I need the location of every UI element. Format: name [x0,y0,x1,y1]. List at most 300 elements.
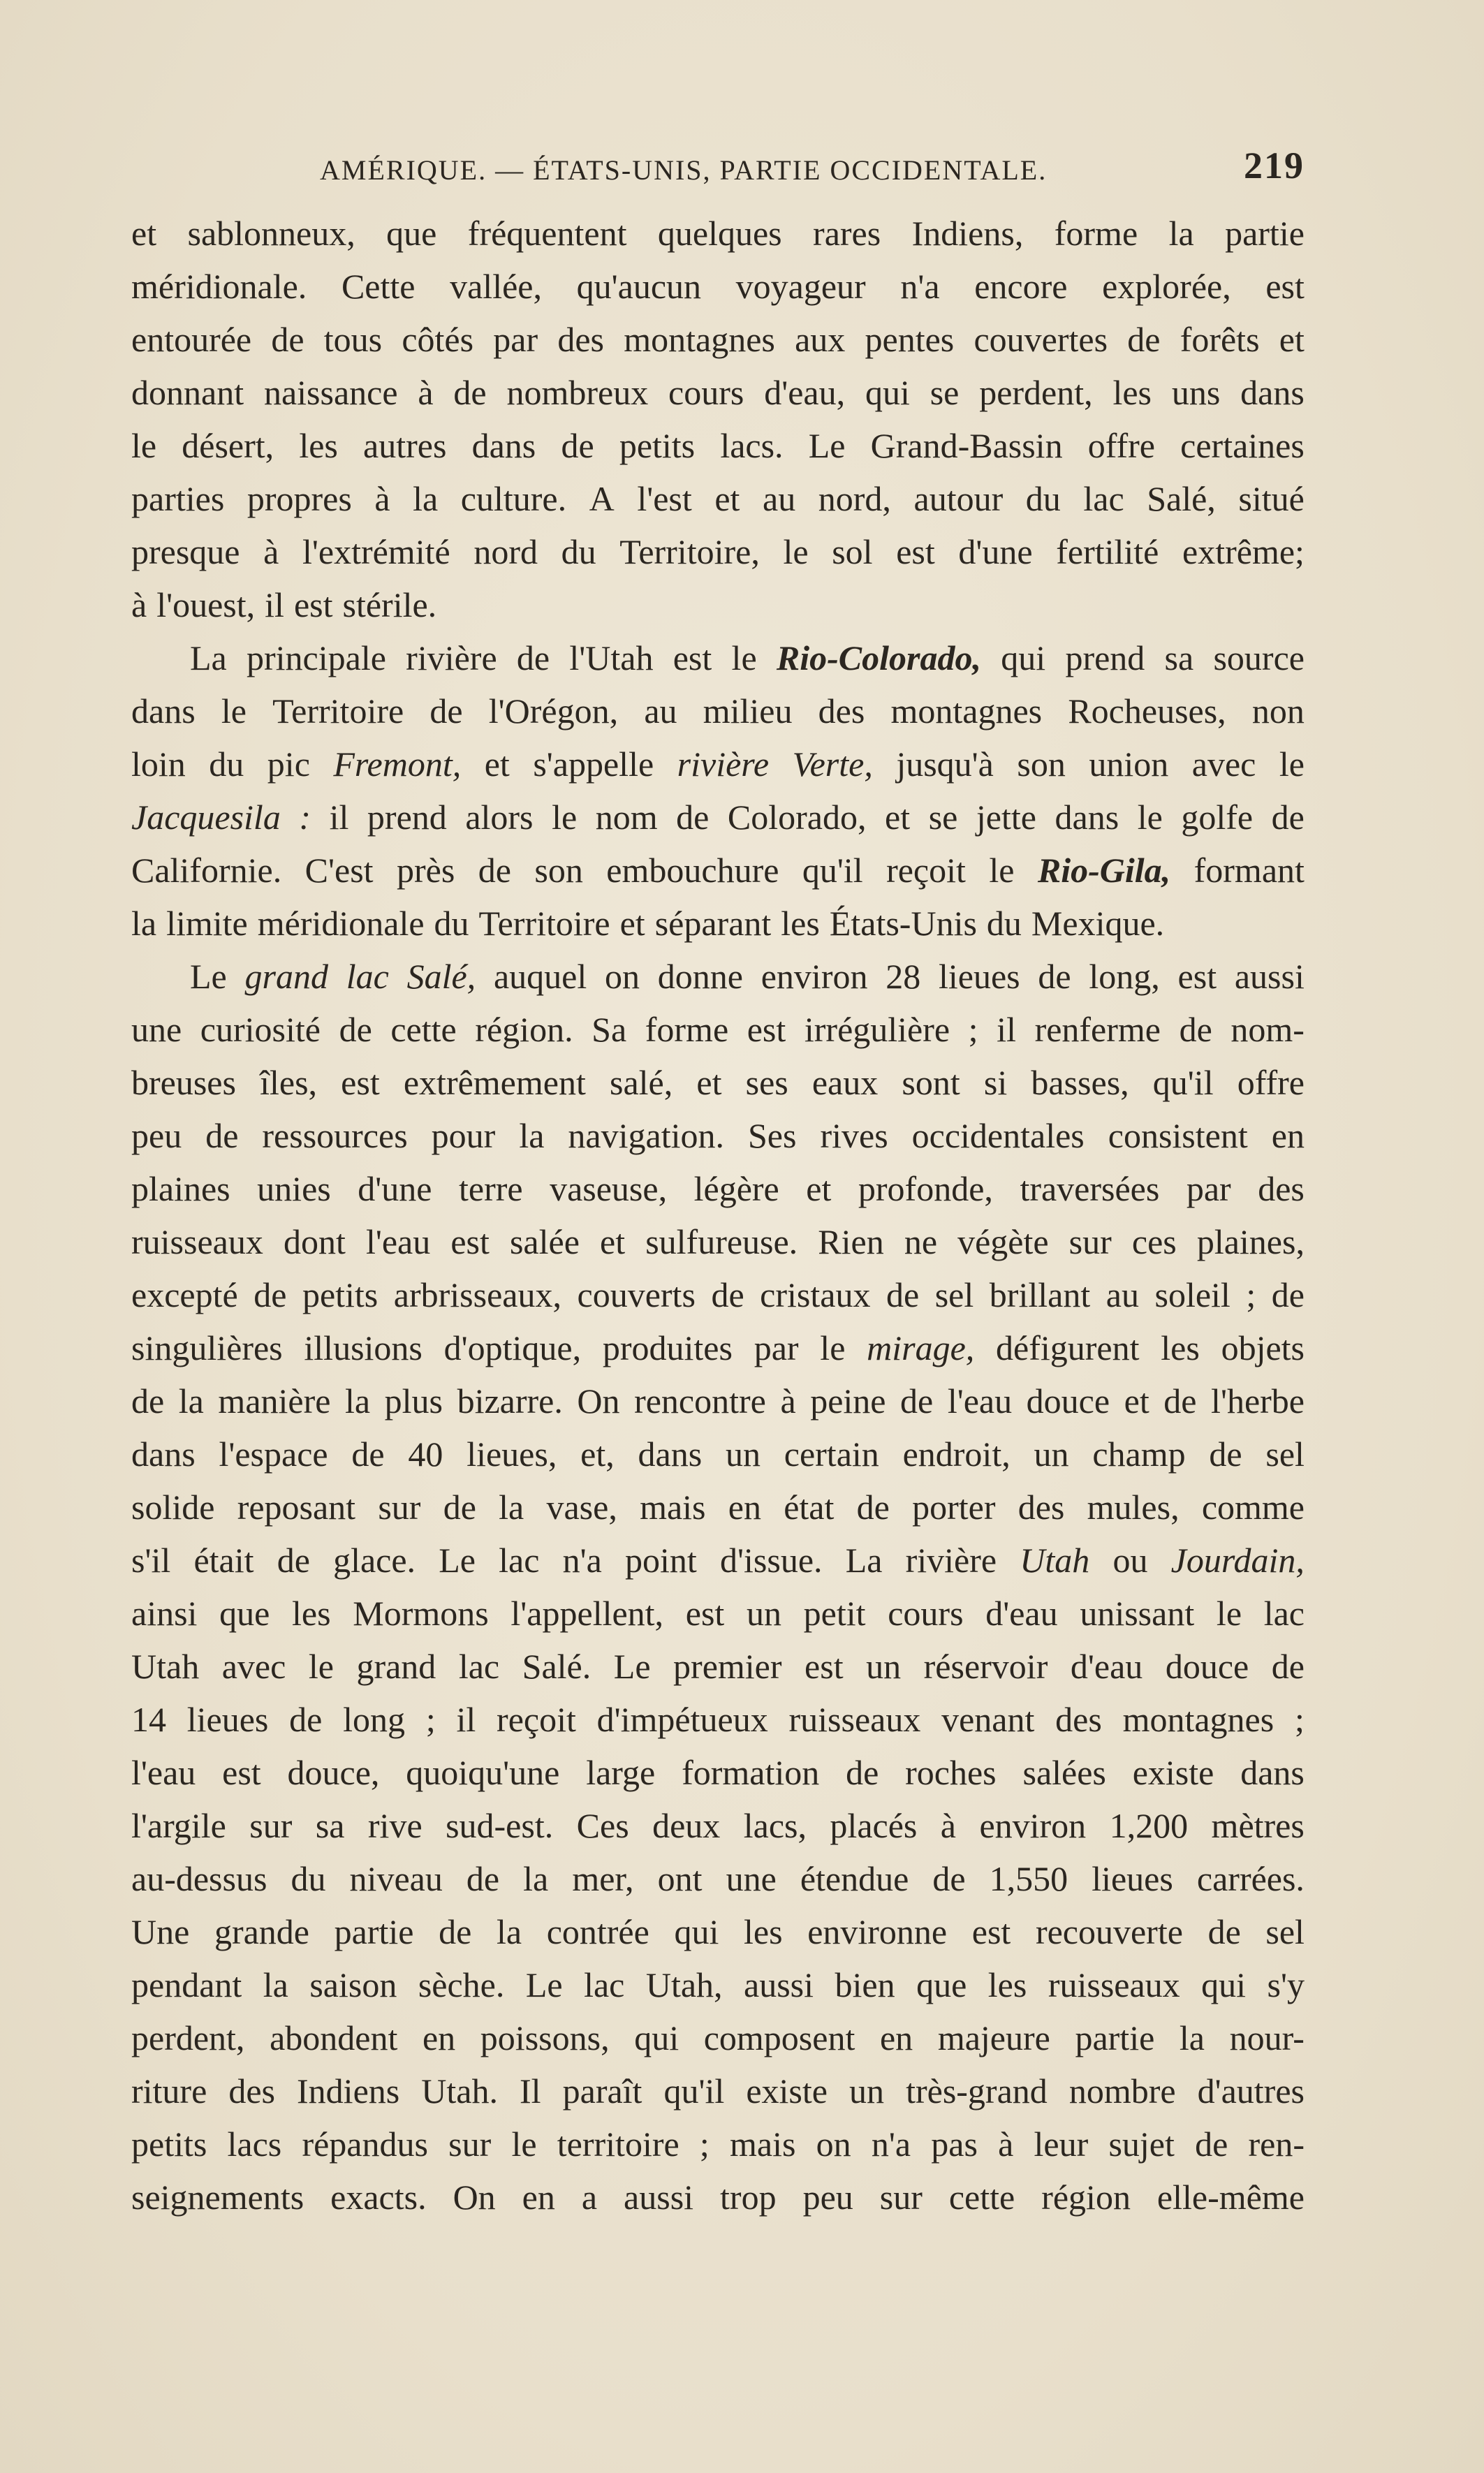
word: embouchure [606,851,779,890]
word: se [930,373,960,412]
word: La [190,638,227,677]
word: sèche. [418,1965,505,2004]
word: ressources [262,1116,408,1155]
word: ; [1246,1275,1256,1314]
word: roches [905,1753,997,1792]
word: limite [166,904,248,943]
word: Fremont, [333,744,462,784]
word: milieu [703,691,793,731]
word: cristaux [760,1275,871,1314]
text-line [131,366,1305,419]
word: d'eau [1070,1647,1143,1686]
word: Mexique. [1031,904,1165,943]
word: Territoire [272,691,404,731]
word: rencontre [634,1381,766,1421]
word: l'est [637,479,692,518]
word: répandus [302,2125,428,2164]
word: A [589,479,615,518]
word: les [744,1912,783,1951]
word: Colorado, [727,798,867,837]
word: renferme [1034,1010,1161,1049]
text-line [131,684,1305,738]
word: de [439,1912,472,1951]
word: glace. [333,1541,416,1580]
word: des [557,320,605,359]
word: de [886,1275,920,1314]
word: s'il [131,1541,171,1580]
word: une [726,1859,777,1898]
word: petits [302,1275,379,1314]
text-line [131,1003,1305,1056]
word: Le [613,1647,651,1686]
word: de [676,798,710,837]
word: Jourdain, [1170,1541,1305,1580]
word: qu'il [663,2071,725,2111]
text-line [131,1958,1305,2011]
word: réservoir [923,1647,1048,1686]
word: singulières [131,1328,283,1367]
word: jusqu'à [896,744,994,784]
word: lac [1263,1594,1305,1633]
word: en [879,2018,913,2057]
word: de [271,320,304,359]
word: 28 [886,957,921,996]
word: Il [520,2071,541,2111]
word: ont [657,1859,703,1898]
word: la [496,1912,522,1951]
word: abondent [270,2018,398,2057]
word: cette [390,1010,457,1049]
word: dans [131,1434,196,1474]
word: la [263,1965,288,2004]
word: Californie. [131,851,282,890]
word: extrêmement [403,1063,586,1102]
word: nour- [1229,2018,1305,2057]
word: nom- [1230,1010,1305,1049]
word: salé, [610,1063,673,1102]
word: la [178,1381,204,1421]
word: petits [131,2125,207,2164]
word: d'une [958,532,1033,571]
word: est [673,638,712,677]
word: rivière [905,1541,997,1580]
text-line [131,1428,1305,1481]
word: qu'il [802,851,863,890]
word: de [429,691,463,731]
word: de [478,851,511,890]
word: ses [745,1063,788,1102]
word: rares [813,214,881,253]
word: sud-est. [446,1806,554,1845]
word: aussi [1234,957,1305,996]
word: les [299,426,338,465]
word: sel [1265,1434,1305,1474]
word: lac [458,1647,500,1686]
word: le [1279,744,1305,784]
text-line [131,1268,1305,1321]
word: Le [439,1541,476,1580]
word: lac [1083,479,1124,518]
word: le [221,691,247,731]
word: lacs. [720,426,784,465]
word: culture. [460,479,567,518]
word: douce [1026,1381,1110,1421]
word: on [816,2125,851,2164]
word: majeure [937,2018,1050,2057]
word: partie [1225,214,1305,253]
word: à [374,479,390,518]
word: est [293,585,333,624]
word: vase, [546,1488,617,1527]
word: est [1265,267,1305,306]
word: du [986,904,1022,943]
word: Jacquesila [131,798,281,837]
word: l'eau [365,1222,431,1261]
word: avec [1191,744,1256,784]
word: mais [730,2125,796,2164]
word: il [456,1700,476,1739]
text-line [131,897,1305,950]
word: grand [356,1647,436,1686]
text-line [131,2171,1305,2224]
word: partie [334,1912,414,1951]
word: l'espace [219,1434,328,1474]
word: couverts [577,1275,696,1314]
word: le [1216,1594,1242,1633]
word: Rio-Colorado, [776,638,981,677]
word: a [581,2178,598,2217]
word: certain [784,1434,879,1474]
word: Le [525,1965,563,2004]
word: lac [584,1965,625,2004]
word: n'a [871,2125,911,2164]
word: étendue [800,1859,909,1898]
page-header [131,144,1305,194]
word: la [345,1381,371,1421]
word: Une [131,1912,190,1951]
word: C'est [304,851,374,890]
word: peu [131,1116,182,1155]
word: s'appelle [533,744,654,784]
word: un [1034,1434,1069,1474]
word: sa [315,1806,345,1845]
text-line [131,419,1305,472]
word: exacts. [330,2178,427,2217]
word: d'eau [985,1594,1058,1633]
word: mètres [1211,1806,1305,1845]
word: il [997,1010,1016,1049]
word: ruisseaux [131,1222,263,1261]
word: nombreux [506,373,649,412]
word: et [1124,1381,1149,1421]
word: lieues [1092,1859,1173,1898]
word: dans [1055,798,1119,837]
word: et [131,214,157,253]
word: au [1105,1275,1139,1314]
text-line [131,260,1305,313]
word: l'argile [131,1806,226,1845]
word: la [131,904,157,943]
word: ; [1294,1700,1305,1739]
word: nord, [818,479,891,518]
word: l'appellent, [510,1594,664,1633]
word: quoiqu'une [406,1753,560,1792]
word: alors [465,798,534,837]
word: le [131,426,157,465]
word: les [987,1965,1027,2004]
word: Le [190,957,227,996]
text-line [131,1693,1305,1746]
word: l'ouest, [156,585,256,624]
text-line [131,1587,1305,1640]
word: est [685,1594,725,1633]
word: cours [668,373,744,412]
word: seignements [131,2178,304,2217]
word: 40 [408,1434,443,1474]
word: carrées. [1196,1859,1305,1898]
body-text [131,207,1305,2224]
word: d'une [358,1169,432,1208]
word: Territoire [478,904,610,943]
word: un [849,2071,885,2111]
word: Sa [592,1010,627,1049]
word: encore [974,267,1068,306]
word: situé [1238,479,1305,518]
word: de [351,1434,385,1474]
text-line [131,738,1305,791]
word: formation [682,1753,820,1792]
word: ou [1112,1541,1148,1580]
word: séparant [654,904,772,943]
word: de [277,1541,310,1580]
word: poissons, [480,2018,610,2057]
word: pic [267,744,310,784]
word: rive [367,1806,423,1845]
word: rivière [406,638,497,677]
word: du [209,744,244,784]
word: n'a [900,267,940,306]
word: lac [499,1541,540,1580]
word: occidentales [911,1116,1085,1155]
word: entourée [131,320,252,359]
word: On [577,1381,620,1421]
text-line [131,1109,1305,1162]
word: plus [384,1381,443,1421]
text-line [131,1905,1305,1958]
word: du [1025,479,1061,518]
word: propres [247,479,352,518]
word: forêts [1180,320,1260,359]
word: du [291,1859,326,1898]
word: s'y [1267,1965,1305,2004]
word: paraît [562,2071,642,2111]
word: région [1041,2178,1131,2217]
text-line [131,525,1305,578]
word: source [1213,638,1305,677]
word: de [1038,957,1071,996]
word: vaseuse, [550,1169,668,1208]
word: sel [1265,1912,1305,1951]
word: comme [1201,1488,1305,1527]
word: la [1168,214,1194,253]
word: un [746,1594,781,1633]
word: forme [645,1010,729,1049]
word: lacs, [743,1806,807,1845]
word: perdent, [131,2018,245,2057]
word: composent [703,2018,855,2057]
word: donnant [131,373,244,412]
word: uns [1171,373,1221,412]
word: partie [1075,2018,1155,2057]
text-line [131,950,1305,1003]
word: salées [1022,1753,1106,1792]
word: d'eau, [764,373,846,412]
word: tous [323,320,383,359]
word: nom [595,798,658,837]
word: 14 [131,1700,166,1739]
word: l'herbe [1211,1381,1305,1421]
word: qui [634,2018,679,2057]
word: le [308,1647,334,1686]
word: fréquentent [467,214,627,253]
word: mais [640,1488,706,1527]
word: d'impétueux [596,1700,768,1739]
word: grand [244,957,328,996]
word: leur [1034,2125,1089,2164]
word: légère [693,1169,779,1208]
word: est [896,532,935,571]
word: le [511,2125,537,2164]
word: la [519,1116,545,1155]
word: des [228,2071,275,2111]
word: l'extrémité [302,532,450,571]
word: perdent, [979,373,1093,412]
word: de [443,1488,476,1527]
word: de [1271,1647,1305,1686]
word: quelques [657,214,782,253]
word: et [696,1063,722,1102]
word: de [1207,1912,1241,1951]
word: lieues [939,957,1020,996]
word: nord [473,532,538,571]
word: offre [1087,426,1155,465]
word: ces [1131,1222,1177,1261]
word: Verte, [792,744,873,784]
word: son [1017,744,1066,784]
word: à [940,1806,956,1845]
word: par [754,1328,799,1367]
word: un [866,1647,902,1686]
word: mules, [1087,1488,1180,1527]
word: méridionale [257,904,425,943]
word: du [561,532,596,571]
word: à [998,2125,1014,2164]
word: que [219,1594,270,1633]
word: terre [458,1169,523,1208]
word: îles, [260,1063,318,1102]
word: est [805,1647,844,1686]
word: d'autres [1197,2071,1305,2111]
word: Cette [341,267,416,306]
word: le [820,1328,846,1367]
word: de [466,1859,500,1898]
word: champ [1092,1434,1186,1474]
text-line [131,1215,1305,1268]
word: se [928,798,958,837]
word: n'a [562,1541,602,1580]
text-line [131,844,1305,897]
word: Le [808,426,846,465]
word: forme [1054,214,1138,253]
word: offre [1237,1063,1305,1102]
word: porter [912,1488,996,1527]
word: région. [475,1010,573,1049]
word: autres [363,426,447,465]
word: au [644,691,677,731]
word: on [605,957,640,996]
word: le [731,638,757,677]
word: explorée, [1102,267,1231,306]
word: long [343,1700,406,1739]
word: de [1179,1010,1212,1049]
text-line [131,1321,1305,1374]
word: est [1177,957,1217,996]
word: On [453,2178,496,2217]
word: en [728,1488,761,1527]
word: Utah [1020,1541,1090,1580]
word: sujet [1108,2125,1175,2164]
word: sol [832,532,873,571]
word: nombre [1068,2071,1176,2111]
word: et [806,1169,832,1208]
word: de [932,1859,966,1898]
word: dans [1240,373,1305,412]
text-line [131,313,1305,366]
word: par [493,320,538,359]
word: et [885,798,911,837]
word: presque [131,532,240,571]
text-line [131,2064,1305,2118]
word: est [450,1222,490,1261]
word: de [711,1275,744,1314]
text-line [131,1746,1305,1799]
word: de [1209,1434,1242,1474]
word: ruisseaux [1048,1965,1180,2004]
word: couvertes [974,320,1108,359]
word: union [1089,744,1169,784]
word: de [900,1381,934,1421]
word: existe [1132,1753,1214,1792]
word: sur [378,1488,421,1527]
word: de [1195,2125,1228,2164]
word: petits [619,426,696,465]
word: à [418,373,434,412]
word: au [763,479,796,518]
word: sont [902,1063,960,1102]
word: en [522,2178,555,2217]
word: Utah, [645,1965,723,2004]
word: pendant [131,1965,242,2004]
word: eaux [811,1063,879,1102]
word: lacs [227,2125,282,2164]
word: est [971,1912,1011,1951]
word: le [783,532,809,571]
word: de [339,1010,372,1049]
word: était [193,1541,254,1580]
word: vallée, [450,267,542,306]
word: fertilité [1056,532,1159,571]
word: solide [131,1488,215,1527]
